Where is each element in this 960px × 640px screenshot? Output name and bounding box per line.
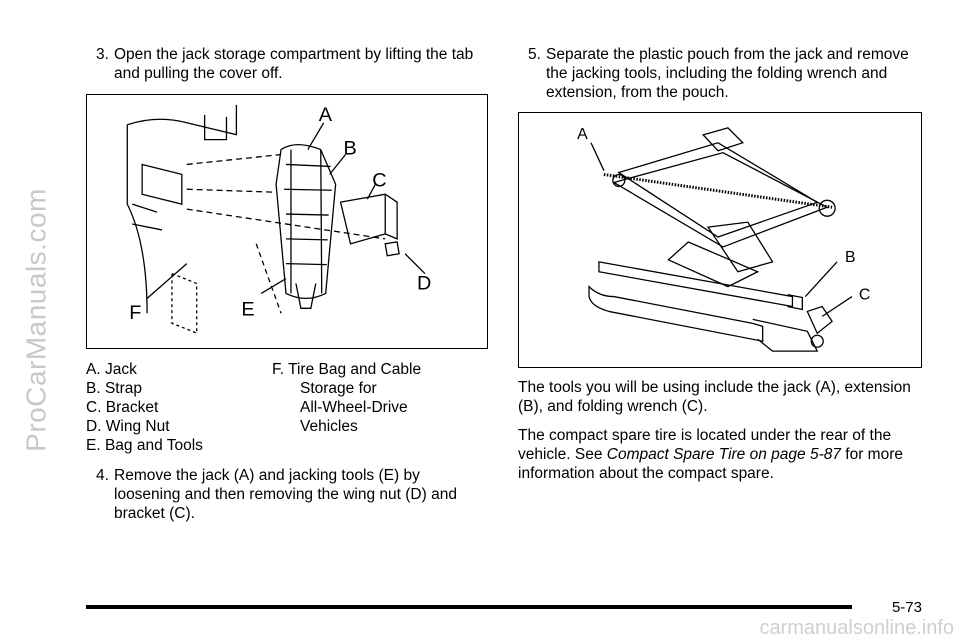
legend-item: All-Wheel-Drive — [300, 399, 408, 416]
side-watermark-text: ProCarManuals.com — [20, 188, 52, 452]
step-number: 5. — [528, 46, 541, 63]
legend-item: B. Strap — [86, 380, 142, 397]
callout-c: C — [372, 169, 387, 192]
page-number: 5-73 — [891, 599, 922, 616]
spare-tire-reference-link[interactable]: Compact Spare Tire on page 5-87 — [606, 446, 841, 463]
callout-c: C — [858, 286, 871, 304]
callout-e: E — [241, 298, 255, 321]
bottom-watermark: carmanualsonline.info — [759, 617, 954, 639]
legend-item: Storage for — [300, 380, 377, 397]
jack-tools-figure — [518, 112, 922, 368]
jack-compartment-illustration — [87, 95, 487, 348]
legend-item: D. Wing Nut — [86, 418, 170, 435]
side-watermark — [8, 0, 64, 640]
paragraph-text: The compact spare tire is located under the rear of the vehicle. See — [518, 427, 892, 463]
legend-item: A. Jack — [86, 361, 137, 378]
jack-tools-illustration — [519, 113, 921, 367]
paragraph-text: for more information about the compact spare. — [518, 446, 903, 482]
callout-a: A — [577, 125, 588, 143]
callout-f: F — [129, 302, 142, 325]
tools-paragraph: The tools you will be using include the jack (A), extension (B), and folding wrench (C). — [518, 379, 911, 415]
step-text: Separate the plastic pouch from the jack and remove the jacking tools, including the folding wrench and extension, from the pouch. — [546, 46, 909, 101]
callout-b: B — [343, 137, 357, 160]
jack-compartment-figure — [86, 94, 488, 349]
legend-item: C. Bracket — [86, 399, 159, 416]
step-number: 4. — [96, 467, 109, 484]
legend-column-1 — [86, 360, 276, 455]
legend-item: Vehicles — [300, 418, 358, 435]
footer-rule — [86, 605, 852, 609]
callout-b: B — [845, 248, 856, 266]
legend-column-2 — [272, 360, 482, 436]
callout-a: A — [318, 103, 332, 126]
legend-item: E. Bag and Tools — [86, 437, 203, 454]
step-4 — [86, 466, 486, 523]
step-number: 3. — [96, 46, 109, 63]
step-text: Open the jack storage compartment by lifting the tab and pulling the cover off. — [114, 46, 474, 82]
legend-item: F. Tire Bag and Cable — [272, 361, 422, 378]
step-5 — [518, 45, 918, 102]
step-text: Remove the jack (A) and jacking tools (E) by loosening and then removing the wing nut (D) and bracket (C). — [114, 467, 457, 522]
spare-tire-paragraph — [518, 426, 918, 483]
callout-d: D — [416, 272, 432, 295]
step-3 — [86, 45, 486, 83]
